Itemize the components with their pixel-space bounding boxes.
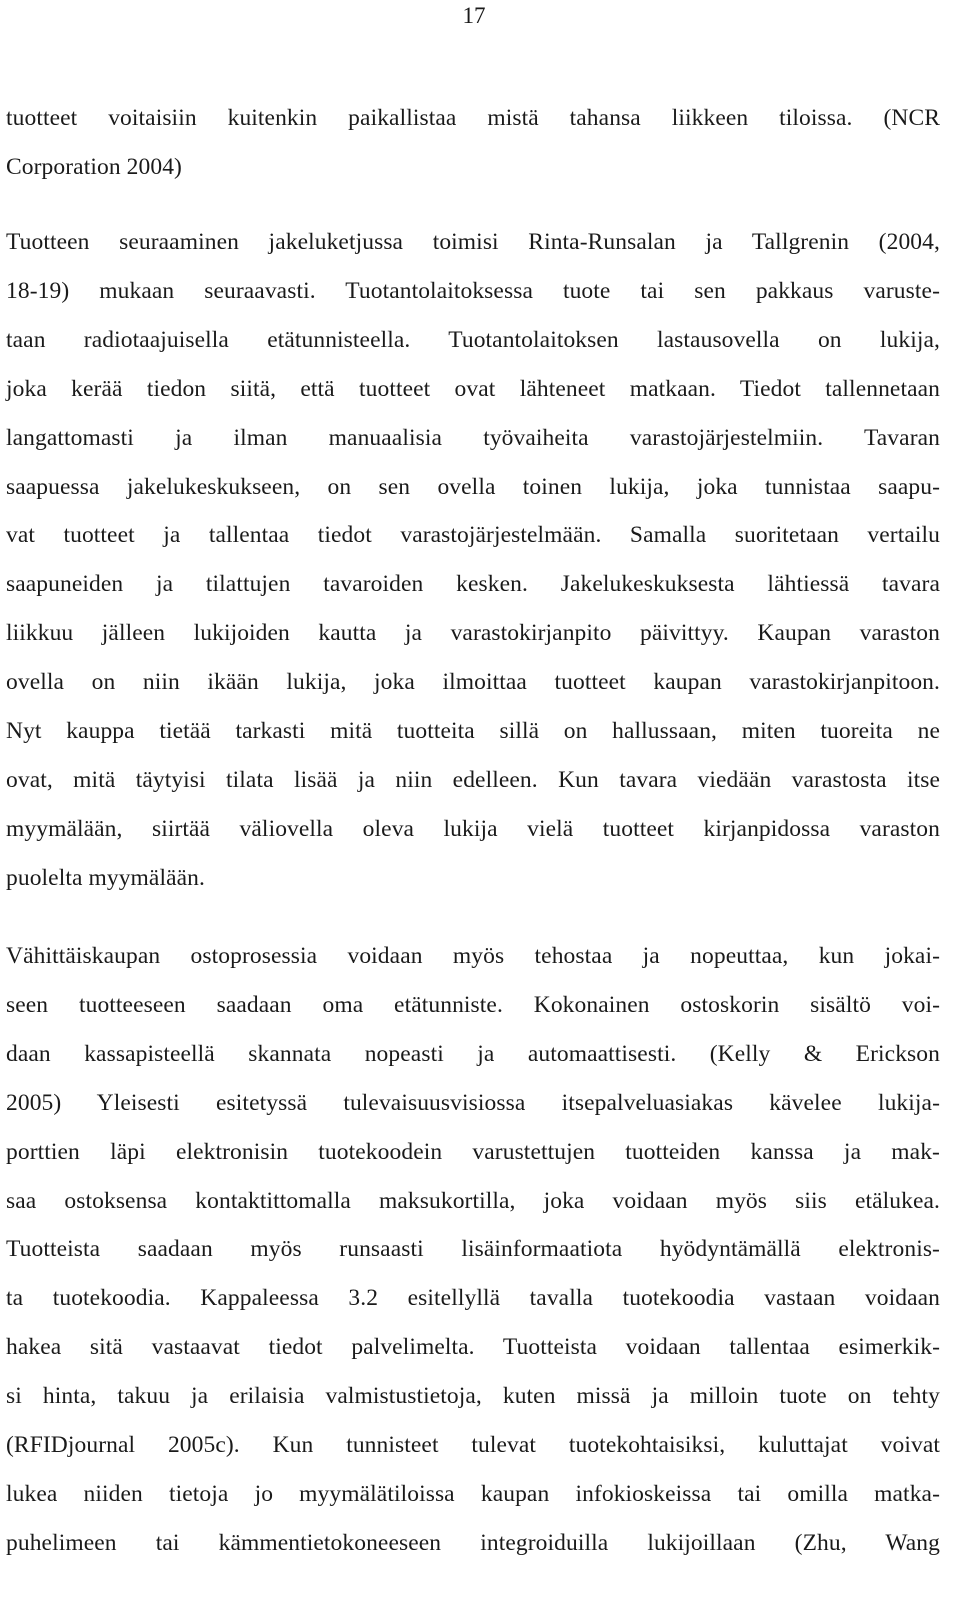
paragraph-2: [6, 218, 940, 903]
text-line: seen tuotteeseen saadaan oma etätunniste. Kokonainen ostoskorin sisältö voi-: [6, 991, 940, 1018]
text-line: myymälään, siirtää väliovella oleva lukija vielä tuotteet kirjanpidossa varaston: [6, 815, 940, 842]
paragraph-3: [6, 932, 940, 1568]
text-line: joka kerää tiedon siitä, että tuotteet ovat lähteneet matkaan. Tiedot tallennetaan: [6, 375, 940, 402]
text-line: ovat, mitä täytyisi tilata lisää ja niin edelleen. Kun tavara viedään varastosta itse: [6, 766, 940, 793]
text-line: taan radiotaajuisella etätunnisteella. Tuotantolaitoksen lastausovella on lukija,: [6, 326, 940, 353]
text-line: saapuneiden ja tilattujen tavaroiden kesken. Jakelukeskuksesta lähtiessä tavara: [6, 571, 940, 598]
text-line: ta tuotekoodia. Kappaleessa 3.2 esitellyllä tavalla tuotekoodia vastaan voidaan: [6, 1285, 940, 1312]
text-line: (RFIDjournal 2005c). Kun tunnisteet tulevat tuotekohtaisiksi, kuluttajat voivat: [6, 1432, 940, 1459]
text-line: hakea sitä vastaavat tiedot palvelimelta. Tuotteista voidaan tallentaa esimerkik-: [6, 1334, 940, 1361]
text-line: Corporation 2004): [6, 153, 182, 180]
text-line: puolelta myymälään.: [6, 864, 205, 891]
text-line: Tuotteista saadaan myös runsaasti lisäinformaatiota hyödyntämällä elektronis-: [6, 1236, 940, 1263]
text-line: liikkuu jälleen lukijoiden kautta ja varastokirjanpito päivittyy. Kaupan varaston: [6, 620, 940, 647]
page-number: 17: [462, 3, 486, 28]
text-line: 18-19) mukaan seuraavasti. Tuotantolaitoksessa tuote tai sen pakkaus varuste-: [6, 277, 940, 304]
text-line: saa ostoksensa kontaktittomalla maksukortilla, joka voidaan myös siis etälukea.: [6, 1187, 940, 1214]
text-line: porttien läpi elektronisin tuotekoodein varustettujen tuotteiden kanssa ja mak-: [6, 1138, 940, 1165]
text-line: saapuessa jakelukeskukseen, on sen ovella toinen lukija, joka tunnistaa saapu-: [6, 473, 940, 500]
paragraph-1: [6, 94, 940, 192]
text-line: Vähittäiskaupan ostoprosessia voidaan myös tehostaa ja nopeuttaa, kun jokai-: [6, 943, 940, 969]
text-line: vat tuotteet ja tallentaa tiedot varastojärjestelmään. Samalla suoritetaan vertailu: [6, 522, 940, 549]
text-line: si hinta, takuu ja erilaisia valmistustietoja, kuten missä ja milloin tuote on tehty: [6, 1383, 940, 1410]
text-line: tuotteet voitaisiin kuitenkin paikallistaa mistä tahansa liikkeen tiloissa. (NCR: [6, 105, 940, 131]
text-line: Tuotteen seuraaminen jakeluketjussa toimisi Rinta-Runsalan ja Tallgrenin (2004,: [6, 229, 940, 255]
text-line: Nyt kauppa tietää tarkasti mitä tuotteita sillä on hallussaan, miten tuoreita ne: [6, 718, 940, 745]
text-line: ovella on niin ikään lukija, joka ilmoittaa tuotteet kaupan varastokirjanpitoon.: [6, 669, 940, 696]
text-line: puhelimeen tai kämmentietokoneeseen integroiduilla lukijoillaan (Zhu, Wang: [6, 1529, 940, 1556]
text-line: daan kassapisteellä skannata nopeasti ja automaattisesti. (Kelly & Erickson: [6, 1040, 940, 1067]
text-line: langattomasti ja ilman manuaalisia työvaiheita varastojärjestelmiin. Tavaran: [6, 424, 940, 451]
text-line: lukea niiden tietoja jo myymälätiloissa kaupan infokioskeissa tai omilla matka-: [6, 1480, 940, 1507]
text-line: 2005) Yleisesti esitetyssä tulevaisuusvisiossa itsepalveluasiakas kävelee lukija-: [6, 1089, 940, 1116]
